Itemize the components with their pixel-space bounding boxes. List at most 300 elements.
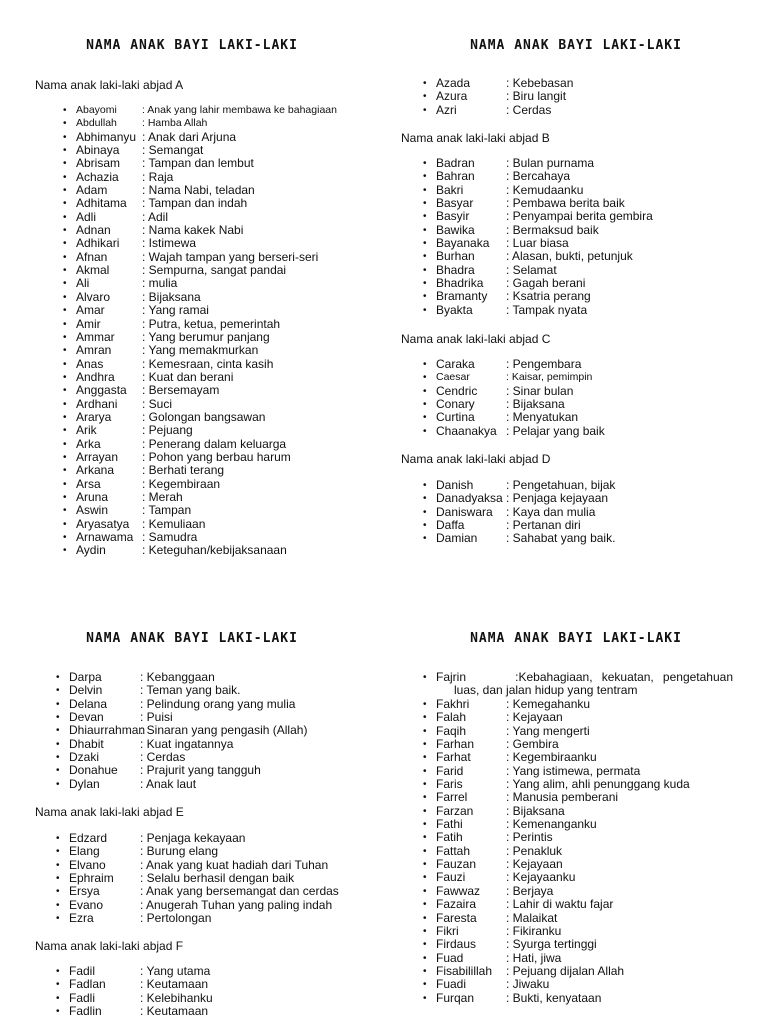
list-item xyxy=(436,358,605,371)
list-item xyxy=(436,77,573,90)
entry-name: Ararya xyxy=(76,409,112,424)
entry-meaning: : Fikiranku xyxy=(506,923,562,938)
list-item xyxy=(436,871,690,884)
entry-meaning: : Kemegahanku xyxy=(506,697,591,711)
entry-meaning: : Kaisar, pemimpin xyxy=(506,371,593,384)
entry-name: Azura xyxy=(436,89,468,104)
list-item xyxy=(436,197,653,210)
entry-meaning: : Berhati terang xyxy=(142,463,225,478)
list-item xyxy=(76,384,337,397)
entry-name: Ali xyxy=(76,276,90,291)
list-item xyxy=(436,858,690,871)
entry-meaning: : Menyatukan xyxy=(506,410,579,425)
list-item xyxy=(69,751,307,764)
list-item xyxy=(69,899,339,912)
page-f-list xyxy=(384,512,768,1024)
entry-name: Azri xyxy=(436,102,457,117)
entry-meaning: : Malaikat xyxy=(506,910,558,925)
entry-name: Byakta xyxy=(436,302,473,317)
entry-meaning: : Keteguhan/kebijaksanaan xyxy=(142,543,287,558)
entry-meaning: : Kegembiraan xyxy=(142,476,221,491)
entry-name: Anggasta xyxy=(76,383,127,398)
list-item xyxy=(436,885,690,898)
entry-meaning: : Puisi xyxy=(140,710,173,725)
entry-name: Fadil xyxy=(69,964,96,978)
entry-name: Fuadi xyxy=(436,977,467,992)
section-heading-e: Nama anak laki-laki abjad E xyxy=(35,805,184,819)
list-item xyxy=(69,978,213,991)
entry-meaning: : Cerdas xyxy=(506,102,552,117)
entry-name: Bayanaka xyxy=(436,236,490,251)
list-item xyxy=(69,832,339,845)
entry-meaning: : Anak yang lahir membawa ke bahagiaan xyxy=(142,104,337,116)
list-item xyxy=(436,385,605,398)
list-item xyxy=(436,90,573,103)
entry-meaning: : Keutamaan xyxy=(140,1004,209,1019)
list-item xyxy=(436,818,690,831)
list-item xyxy=(436,965,690,978)
entry-meaning: : Berjaya xyxy=(506,883,554,898)
entry-meaning: : Anak yang kuat hadiah dari Tuhan xyxy=(140,857,329,872)
entry-meaning: : Bulan purnama xyxy=(506,156,595,170)
entry-meaning: : Yang berumur panjang xyxy=(142,329,270,344)
entry-meaning: : Sinar bulan xyxy=(506,383,574,398)
name-list-a-continued xyxy=(436,77,573,117)
entry-name: Faris xyxy=(436,777,463,792)
list-item xyxy=(76,211,337,224)
entry-name: Bawika xyxy=(436,222,475,237)
entry-name: Daniswara xyxy=(436,504,493,519)
entry-name: Afnan xyxy=(76,249,108,264)
list-item xyxy=(76,438,337,451)
entry-name: Abayomi xyxy=(76,104,117,116)
entry-meaning: : Penyampai berita gembira xyxy=(506,209,653,224)
list-item xyxy=(436,805,690,818)
entry-name: Ammar xyxy=(76,329,115,344)
entry-meaning: : Anugerah Tuhan yang paling indah xyxy=(140,897,333,912)
entry-name: Darpa xyxy=(69,670,102,684)
list-item xyxy=(436,304,653,317)
entry-name: Farhat xyxy=(436,750,471,765)
entry-meaning: : Kemesraan, cinta kasih xyxy=(142,356,274,371)
list-item xyxy=(76,451,337,464)
entry-meaning: : Kemenanganku xyxy=(506,817,597,832)
section-heading-b: Nama anak laki-laki abjad B xyxy=(401,131,550,145)
list-item xyxy=(69,684,307,697)
section-heading-c: Nama anak laki-laki abjad C xyxy=(401,332,551,346)
list-item xyxy=(436,738,690,751)
entry-name: Farhan xyxy=(436,737,475,752)
entry-meaning: : Anak dari Arjuna xyxy=(142,129,237,144)
list-item xyxy=(436,711,690,724)
entry-name: Badran xyxy=(436,156,475,170)
list-item xyxy=(69,738,307,751)
list-item xyxy=(76,304,337,317)
entry-name: Bahran xyxy=(436,169,475,184)
list-item xyxy=(436,398,605,411)
page-title: NAMA ANAK BAYI LAKI-LAKI xyxy=(470,631,682,646)
list-item xyxy=(69,965,213,978)
entry-name: Fakhri xyxy=(436,697,470,711)
entry-name: Aryasatya xyxy=(76,516,130,531)
list-item xyxy=(69,711,307,724)
list-item xyxy=(436,290,653,303)
entry-meaning: : Perintis xyxy=(506,830,553,845)
page-title: NAMA ANAK BAYI LAKI-LAKI xyxy=(470,38,682,53)
entry-name: Elvano xyxy=(69,857,106,872)
list-item xyxy=(69,698,307,711)
entry-name: Fattah xyxy=(436,843,471,858)
entry-meaning: : Bermaksud baik xyxy=(506,222,599,237)
entry-name: Basyar xyxy=(436,196,474,211)
entry-meaning: : Nama kakek Nabi xyxy=(142,223,244,238)
entry-meaning: : Kemudaanku xyxy=(506,182,584,197)
list-item xyxy=(436,104,573,117)
entry-name: Akmal xyxy=(76,263,110,278)
entry-name: Arka xyxy=(76,436,101,451)
entry-name: Adhikari xyxy=(76,236,120,251)
entry-meaning: : Yang istimewa, permata xyxy=(506,763,641,778)
entry-name: Arik xyxy=(76,423,97,438)
entry-meaning: : Nama Nabi, teladan xyxy=(142,183,255,198)
entry-name: Edzard xyxy=(69,831,108,845)
list-item xyxy=(76,104,337,117)
entry-name: Bramanty xyxy=(436,289,488,304)
entry-name: Arkana xyxy=(76,463,115,478)
entry-meaning: : Tampan dan lembut xyxy=(142,156,254,171)
entry-name: Fuad xyxy=(436,950,464,965)
section-heading-d: Nama anak laki-laki abjad D xyxy=(401,452,551,466)
entry-meaning: : Bijaksana xyxy=(142,289,201,304)
list-item xyxy=(76,224,337,237)
list-item xyxy=(76,318,337,331)
entry-name: Adnan xyxy=(76,223,111,238)
entry-name: Delvin xyxy=(69,683,103,698)
list-item xyxy=(76,291,337,304)
list-item xyxy=(436,938,690,951)
list-item xyxy=(436,765,690,778)
entry-meaning: : mulia xyxy=(142,276,178,291)
entry-name: Farzan xyxy=(436,803,474,818)
entry-name: Devan xyxy=(69,710,104,725)
list-item xyxy=(76,171,337,184)
list-item xyxy=(76,411,337,424)
entry-name: Fauzi xyxy=(436,870,466,885)
list-item xyxy=(436,250,653,263)
name-list-b xyxy=(436,157,653,317)
entry-meaning: : Pertolongan xyxy=(140,911,212,926)
list-item xyxy=(436,224,653,237)
entry-meaning: : Yang alim, ahli penunggang kuda xyxy=(506,777,690,792)
entry-meaning: : Yang utama xyxy=(140,964,211,978)
list-item xyxy=(436,725,690,738)
list-item xyxy=(76,424,337,437)
entry-meaning: : Pertanan diri xyxy=(506,518,581,533)
entry-meaning: : Sahabat yang baik. xyxy=(506,531,616,546)
section-heading-a: Nama anak laki-laki abjad A xyxy=(35,78,184,92)
entry-meaning: : Istimewa xyxy=(142,236,197,251)
entry-name: Ephraim xyxy=(69,871,114,886)
entry-meaning: : Pelindung orang yang mulia xyxy=(140,696,296,711)
entry-meaning: : Bijaksana xyxy=(506,803,565,818)
entry-meaning: : Luar biasa xyxy=(506,236,569,251)
list-item xyxy=(76,358,337,371)
entry-name: Bakri xyxy=(436,182,464,197)
entry-name: Ardhani xyxy=(76,396,118,411)
list-item xyxy=(76,478,337,491)
entry-name: • Fajrin xyxy=(436,670,467,684)
entry-name: Fathi xyxy=(436,817,463,832)
list-item xyxy=(69,778,307,791)
entry-name: Fawwaz xyxy=(436,883,481,898)
name-list-a xyxy=(76,104,337,558)
entry-name: Alvaro xyxy=(76,289,111,304)
entry-name: Amran xyxy=(76,343,112,358)
entry-name: Arsa xyxy=(76,476,101,491)
entry-meaning: : Yang ramai xyxy=(142,303,209,318)
list-item xyxy=(436,845,690,858)
entry-meaning: : Bukti, kenyataan xyxy=(506,990,602,1005)
entry-meaning: : Samudra xyxy=(142,530,198,544)
entry-name: Fisabilillah xyxy=(436,963,493,978)
entry-meaning: : Penakluk xyxy=(506,843,563,858)
entry-name: Ezra xyxy=(69,911,94,926)
entry-meaning: : Tampan dan indah xyxy=(142,196,248,211)
entry-name: Ersya xyxy=(69,884,100,899)
entry-meaning: : Semangat xyxy=(142,143,204,158)
entry-meaning: : Tampan xyxy=(142,503,192,518)
name-list-f xyxy=(69,965,213,1018)
list-item xyxy=(436,157,653,170)
entry-name: Aydin xyxy=(76,543,106,558)
entry-meaning: : Anak yang bersemangat dan cerdas xyxy=(140,884,339,899)
entry-meaning: : Bersemayam xyxy=(142,383,220,398)
entry-meaning: : Pejuang dijalan Allah xyxy=(506,963,625,978)
list-item xyxy=(436,925,690,938)
entry-name: Fadlan xyxy=(69,977,106,992)
entry-meaning: : Bercahaya xyxy=(506,169,571,184)
entry-name: Conary xyxy=(436,397,475,412)
entry-name: Dzaki xyxy=(69,750,100,765)
entry-meaning: : Manusia pemberani xyxy=(506,790,619,805)
list-item xyxy=(436,671,733,698)
entry-meaning: pengetahuan xyxy=(662,670,733,684)
entry-name: Adhitama xyxy=(76,196,127,211)
list-item xyxy=(76,264,337,277)
list-item xyxy=(69,764,307,777)
list-item xyxy=(436,237,653,250)
entry-name: Caraka xyxy=(436,357,475,371)
name-list-c xyxy=(436,358,605,438)
entry-meaning: : Penerang dalam keluarga xyxy=(142,436,287,451)
entry-name: Firdaus xyxy=(436,937,477,952)
entry-meaning: : Suci xyxy=(142,396,173,411)
list-item xyxy=(69,724,307,737)
entry-meaning: : Putra, ketua, pemerintah xyxy=(142,316,281,331)
entry-meaning: : Kelebihanku xyxy=(140,990,213,1005)
list-item xyxy=(436,791,690,804)
entry-meaning: : Sempurna, sangat pandai xyxy=(142,263,287,278)
entry-name: Donahue xyxy=(69,763,118,778)
entry-meaning: kekuatan, xyxy=(601,670,654,684)
list-item xyxy=(436,264,653,277)
list-item xyxy=(436,898,690,911)
entry-meaning: : Pembawa berita baik xyxy=(506,196,625,211)
list-item xyxy=(436,751,690,764)
list-item xyxy=(76,157,337,170)
entry-meaning: : Sinaran yang pengasih (Allah) xyxy=(140,723,308,738)
list-item xyxy=(76,131,337,144)
list-item xyxy=(76,184,337,197)
entry-name: Abrisam xyxy=(76,156,121,171)
entry-name: Fatih xyxy=(436,830,463,845)
entry-name: Farid xyxy=(436,763,464,778)
entry-name: Arrayan xyxy=(76,449,119,464)
entry-meaning: : Penjaga kekayaan xyxy=(140,831,246,845)
list-item xyxy=(76,464,337,477)
entry-name: Fadlin xyxy=(69,1004,102,1019)
entry-name: Evano xyxy=(69,897,104,912)
list-item xyxy=(76,251,337,264)
list-item xyxy=(76,344,337,357)
entry-name: Delana xyxy=(69,696,108,711)
list-item xyxy=(76,331,337,344)
entry-meaning: : Selalu berhasil dengan baik xyxy=(140,871,295,886)
entry-meaning: : Penjaga kejayaan xyxy=(506,491,609,506)
entry-name: Cendric xyxy=(436,383,478,398)
entry-name: Amar xyxy=(76,303,105,318)
list-item xyxy=(436,170,653,183)
list-item xyxy=(76,117,337,130)
entry-name: Dhabit xyxy=(69,736,104,751)
entry-meaning: : Ksatria perang xyxy=(506,289,591,304)
entry-meaning: : Kebanggaan xyxy=(140,670,215,684)
entry-meaning: :Kebahagiaan, xyxy=(515,670,593,684)
entry-name: Fauzan xyxy=(436,857,477,872)
entry-name: Aswin xyxy=(76,503,109,518)
entry-meaning: : Kemuliaan xyxy=(142,516,206,531)
page-a-list xyxy=(0,0,384,558)
list-item xyxy=(76,371,337,384)
entry-meaning: : Wajah tampan yang berseri-seri xyxy=(142,249,319,264)
list-item xyxy=(76,237,337,250)
name-list-f-items xyxy=(436,698,690,1005)
entry-name: Fazaira xyxy=(436,897,477,912)
entry-meaning: : Gembira xyxy=(506,737,559,752)
entry-meaning: : Biru langit xyxy=(506,89,567,104)
entry-meaning: : Kegembiraanku xyxy=(506,750,597,765)
list-item xyxy=(76,197,337,210)
list-item xyxy=(69,912,339,925)
list-item xyxy=(76,491,337,504)
list-item xyxy=(69,671,307,684)
entry-name: Falah xyxy=(436,710,467,725)
list-item xyxy=(436,831,690,844)
entry-name: Anas xyxy=(76,356,104,371)
list-item xyxy=(436,778,690,791)
entry-meaning: : Pohon yang berbau harum xyxy=(142,449,291,464)
entry-meaning: : Gagah berani xyxy=(506,276,586,291)
entry-meaning: : Pejuang xyxy=(142,423,193,438)
entry-name: Dhiaurrahman xyxy=(69,723,146,738)
page-b-list xyxy=(384,0,768,546)
entry-meaning: : Kejayaanku xyxy=(506,870,576,885)
entry-meaning: : Pelajar yang baik xyxy=(506,423,605,438)
list-item xyxy=(436,698,690,711)
name-list-f-continued xyxy=(436,671,733,698)
entry-name: Daffa xyxy=(436,518,465,533)
list-item xyxy=(436,952,690,965)
list-item xyxy=(436,184,653,197)
name-list-e xyxy=(69,832,339,925)
list-item xyxy=(436,277,653,290)
entry-meaning: : Alasan, bukti, petunjuk xyxy=(506,249,633,264)
entry-name: Damian xyxy=(436,531,478,546)
entry-name: Abinaya xyxy=(76,143,120,158)
entry-name: Bhadra xyxy=(436,262,475,277)
entry-meaning: : Tampak nyata xyxy=(506,302,588,317)
entry-name: Faresta xyxy=(436,910,477,925)
entry-name: Achazia xyxy=(76,169,119,184)
entry-name: Farrel xyxy=(436,790,468,805)
entry-meaning: : Lahir di waktu fajar xyxy=(506,897,614,912)
entry-meaning: : Raja xyxy=(142,169,174,184)
entry-name: Andhra xyxy=(76,369,115,384)
entry-meaning: : Jiwaku xyxy=(506,977,550,992)
entry-meaning: : Merah xyxy=(142,489,183,504)
list-item xyxy=(69,859,339,872)
entry-meaning: : Yang memakmurkan xyxy=(142,343,259,358)
entry-meaning: : Prajurit yang tangguh xyxy=(140,763,261,778)
entry-meaning: : Yang mengerti xyxy=(506,723,590,738)
entry-name: Danish xyxy=(436,478,474,492)
entry-name: Basyir xyxy=(436,209,470,224)
list-item xyxy=(436,992,690,1005)
entry-meaning: : Kuat dan berani xyxy=(142,369,234,384)
entry-meaning-continued: luas, dan jalan hidup yang tentram xyxy=(454,683,638,698)
entry-meaning: : Cerdas xyxy=(140,750,186,765)
entry-meaning: : Teman yang baik. xyxy=(140,683,241,698)
list-item xyxy=(76,144,337,157)
entry-meaning: : Anak laut xyxy=(140,776,197,791)
list-item xyxy=(76,398,337,411)
list-item xyxy=(436,425,605,438)
entry-name: Caesar xyxy=(436,371,470,384)
entry-name: Furqan xyxy=(436,990,475,1005)
entry-meaning: : Kuat ingatannya xyxy=(140,736,234,751)
entry-meaning: : Hati, jiwa xyxy=(506,950,562,965)
list-item xyxy=(436,978,690,991)
entry-meaning: : Bijaksana xyxy=(506,397,565,412)
list-item xyxy=(436,479,615,492)
entry-name: Amir xyxy=(76,316,101,331)
list-item xyxy=(436,371,605,384)
list-item xyxy=(69,992,213,1005)
entry-meaning: : Adil xyxy=(142,209,169,224)
entry-meaning: : Syurga tertinggi xyxy=(506,937,597,952)
entry-meaning: : Kejayaan xyxy=(506,710,563,725)
list-item xyxy=(76,277,337,290)
entry-name: Bhadrika xyxy=(436,276,484,291)
entry-name: Burhan xyxy=(436,249,475,264)
page-title: NAMA ANAK BAYI LAKI-LAKI xyxy=(86,38,298,53)
list-item xyxy=(69,885,339,898)
entry-meaning: : Kaya dan mulia xyxy=(506,504,596,519)
entry-name: Adam xyxy=(76,183,108,198)
entry-name: Fadli xyxy=(69,990,96,1005)
list-item xyxy=(436,912,690,925)
list-item xyxy=(436,492,615,505)
